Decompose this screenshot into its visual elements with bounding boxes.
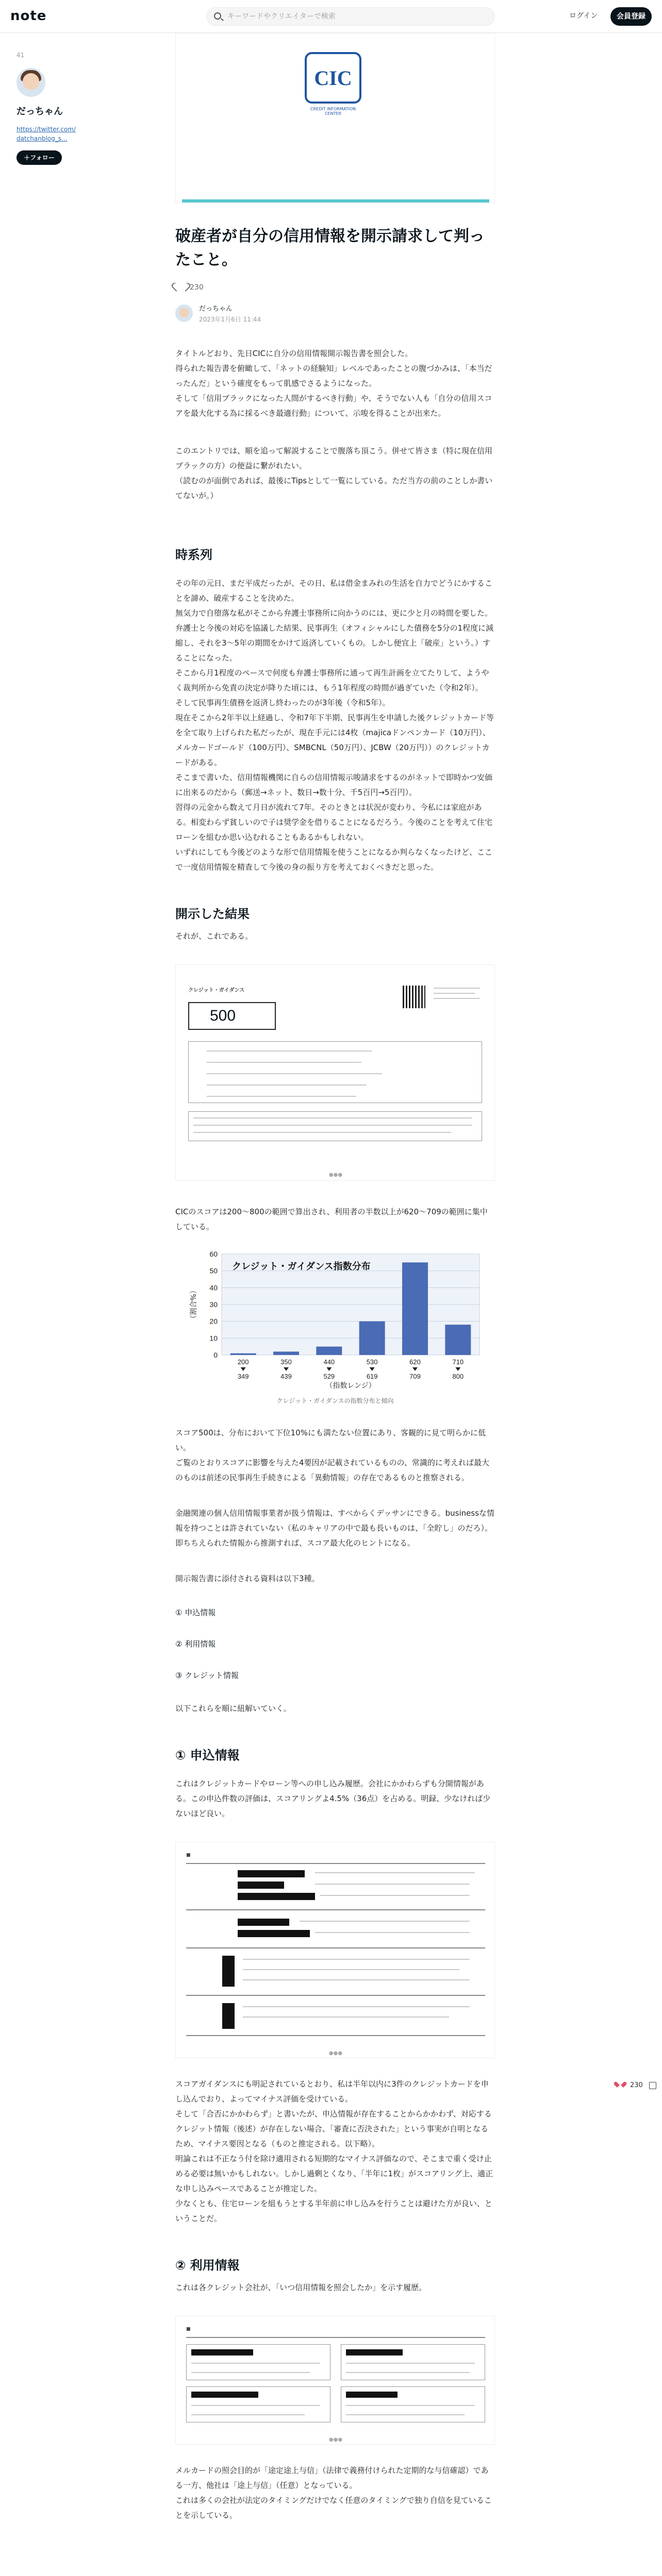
timeline-line: 現在そこから2年半以上経過し、令和7年下半期、民事再生を申請した後クレジットカード等を全て取り上げられた私だったが、現在手元には4枚（majicaドンペンカード（10万円）、メルカードゴールド（100万円）、SMBCNL（50万円）、JCBW（20万円））のクレジットカードがある。 — [175, 713, 494, 767]
floating-like-count: 230 — [630, 2081, 643, 2089]
eyecatch-accent-bar — [182, 199, 489, 202]
paragraph-line: ご覧のとおりスコアに影響を与えた4要因が記載されているものの、常識的に考えれば最大のものは前述の民事再生手続きによる「異動情報」の存在であるものと推察される。 — [175, 1458, 489, 1482]
note-logo[interactable]: note — [10, 8, 47, 24]
report-header: クレジット・ガイダンス — [188, 988, 245, 993]
after-chart-paragraph — [175, 1426, 495, 1485]
y-tick-label: 60 — [209, 1250, 218, 1258]
author-row — [175, 303, 495, 324]
chart-bar — [445, 1325, 471, 1355]
qr-code — [403, 986, 425, 1008]
y-tick-label: 0 — [213, 1351, 218, 1359]
list-item-apply: ① 申込情報 — [175, 1608, 216, 1617]
x-tick-label-bottom: 349 — [237, 1372, 249, 1380]
x-tick-label-top: 530 — [366, 1358, 378, 1366]
x-tick-arrow — [241, 1367, 246, 1371]
report-score: 500 — [210, 1007, 236, 1024]
y-tick-label: 50 — [209, 1266, 218, 1275]
x-tick-label-bottom: 619 — [366, 1372, 378, 1380]
timeline-line: そこまで書いた、信用情報機関に自らの信用情報示唆請求をするのがネットで即時かつ安価に出来るのだから（郵送→ネット、数日→数十分、千5百円→5百円）。 — [175, 773, 493, 797]
list-item-credit: ③ クレジット情報 — [175, 1671, 239, 1680]
usage-intro: これは各クレジット会社が、「いつ信用情報を照会したか」を示す履歴。 — [175, 2283, 427, 2292]
usage-after-paragraph — [175, 2463, 495, 2523]
paragraph-line: そして「合否にかかわらず」と書いたが、申込情報が存在することからかかわず、対応するクレジット情報（後述）が存在しない場合、「審査に否決された」という事実が自明となるため、マイナス要因となる（ものと推定される。以下略）。 — [175, 2109, 492, 2148]
timeline-line: いずれにしても今後どのような形で信用情報を使うことになるか判らなくなったけど、ここで一度信用情報を精査して今後の身の振り方を考えておくべきだと思った。 — [175, 848, 493, 872]
intro-line: タイトルどおり、先日CICに自分の信用情報開示報告書を照会した。 — [175, 349, 413, 358]
creator-profile-link[interactable]: https://twitter.com/datchanblog_s... — [16, 126, 76, 142]
paragraph-line: 金融関連の個人信用情報事業者が扱う情報は、すべからくデッサンにできる。businessな情報を持つことは許されていない（私のキャリアの中で最も長いものは、「全貯し」のだろ）。 — [175, 1509, 495, 1533]
creator-avatar[interactable] — [16, 68, 45, 97]
article — [175, 33, 495, 2523]
apply-caption: ●●● — [328, 2050, 343, 2056]
usage-info-image[interactable]: ■ ●●● — [175, 2316, 495, 2445]
timeline-line: そこから月1程度のペースで何度も弁護士事務所に通って再生計画を立てたりして、ようやく裁判所から免責の決定が降りた頃には、もう1年程度の時間が過ぎていた（令和2年）。 — [175, 668, 489, 692]
paragraph-line: スコアガイダンスにも明記されているとおり、私は半年以内に3件のクレジットカードを申し込んでおり、よってマイナス評価を受けている。 — [175, 2079, 489, 2104]
search-input[interactable] — [227, 8, 485, 25]
y-tick-label: 30 — [209, 1300, 218, 1309]
paragraph-line: これは多くの会社が法定のタイミングだけでなく任意のタイミングで独り自信を見ていることを示している。 — [175, 2496, 492, 2520]
apply-info-image[interactable]: ■ ●●● — [175, 1842, 495, 2058]
author-name[interactable]: だっちゃん — [199, 305, 233, 313]
list-item-usage: ② 利用情報 — [175, 1639, 216, 1649]
usage-caption: ●●● — [328, 2437, 343, 2443]
x-tick-label-bottom: 439 — [280, 1372, 292, 1380]
y-tick-label: 10 — [209, 1334, 218, 1343]
cic-logo-text: CIC — [305, 52, 361, 104]
x-tick-label-top: 710 — [452, 1358, 464, 1366]
y-axis-label: （割合%） — [190, 1286, 198, 1323]
after-chart-paragraph-2 — [175, 1506, 495, 1551]
intro-line: 得られた報告書を俯瞰して、「ネットの経験知」レベルであったことの腹づかみは、「本当だったんだ」という確度をもって肌感でさるようになった。 — [175, 364, 492, 388]
x-tick-arrow — [412, 1367, 418, 1371]
eyecatch-image — [175, 33, 495, 203]
intro-line: そして「信用ブラックになった人間がするべき行動」や、そうでない人も「自分の信用スコアを最大化する為に採るべき最適行動」について、示唆を得ることが出来た。 — [175, 394, 492, 418]
result-intro: それが、これである。 — [175, 931, 253, 941]
paragraph-line: 明論これは不正なう付を除け適用される短期的なマイナス評価なので、そこまで重く受け止める必要は無いかもしれない。しかし過剰とくなり、「半年に1枚」がスコアリング上、適正な申し込みペースであることが推定した。 — [175, 2154, 493, 2193]
paragraph-line: メルカードの照会目的が「途定途上与信」（法律で義務付けられた定期的な与信確認）である一方、他社は「途上与信」（任意）となっている。 — [175, 2466, 489, 2490]
chart-svg — [175, 1247, 495, 1391]
x-axis-label: （指数レンジ） — [325, 1382, 376, 1390]
x-tick-label-top: 350 — [280, 1358, 292, 1366]
x-tick-arrow — [326, 1367, 332, 1371]
heart-icon[interactable] — [175, 283, 185, 292]
intro-line: このエントリでは、順を追って解説することで腹落ち頂こう。併せて皆さま（特に現在信用ブラックの方）の便益に繋がれたい。 — [175, 446, 493, 470]
chart-bar — [402, 1262, 428, 1355]
x-tick-arrow — [455, 1367, 460, 1371]
apply-after-paragraph — [175, 2077, 495, 2226]
author-avatar[interactable] — [175, 304, 193, 322]
x-tick-label-top: 620 — [409, 1358, 421, 1366]
search-icon — [214, 12, 221, 20]
report-note-box — [188, 1111, 482, 1141]
like-count: 230 — [190, 283, 204, 292]
chart-title: クレジット・ガイダンス指数分布 — [232, 1261, 371, 1272]
list-tail: 以下これらを順に紐解いていく。 — [175, 1704, 291, 1713]
chart-bar — [316, 1347, 342, 1355]
follow-button[interactable]: ＋フォロー — [16, 150, 62, 165]
article-title: 破産者が自分の信用情報を開示請求して判ったこと。 — [175, 227, 485, 269]
register-button[interactable]: 会員登録 — [610, 7, 652, 26]
creator-name[interactable]: だっちゃん — [16, 106, 63, 117]
section-heading-usage: ② 利用情報 — [175, 2258, 240, 2273]
report-caption: ●●● — [328, 1172, 343, 1178]
chart-bar — [359, 1321, 385, 1355]
intro-paragraph-2 — [175, 444, 495, 503]
x-tick-label-top: 440 — [323, 1358, 335, 1366]
like-heart-icon[interactable] — [617, 2082, 624, 2089]
x-tick-arrow — [370, 1367, 375, 1371]
y-tick-label: 40 — [209, 1283, 218, 1292]
paragraph-line: 即ちちえられた情報から推測すれば、スコア最大化のヒントになる。 — [175, 1538, 416, 1548]
section-heading-timeline: 時系列 — [175, 548, 212, 562]
creator-sidebar — [16, 52, 120, 165]
timeline-line: 無気力で自堕落な私がそこから弁護士事務所に向かうのには、更に少と月の時間を要した。 — [175, 608, 493, 618]
credit-report-image[interactable] — [175, 964, 495, 1181]
comment-icon[interactable] — [649, 2082, 656, 2089]
x-tick-label-bottom: 800 — [452, 1372, 464, 1380]
paragraph-line: スコア500は、分布において下位10%にも満たない位置にあり、客観的に見て明らかに低い。 — [175, 1428, 486, 1452]
report-contents-lead: 開示報告書に添付される資料は以下3種。 — [175, 1574, 320, 1583]
x-tick-label-bottom: 709 — [409, 1372, 421, 1380]
timeline-line: そして民事再生債務を返済し終わったのが3年後（令和5年）。 — [175, 698, 390, 707]
x-tick-label-top: 200 — [237, 1358, 249, 1366]
intro-line: （読むのが面倒であれば、最後にTipsとして一覧にしている。ただ当方の前のことしか書いてないが。） — [175, 476, 493, 500]
timeline-line: 習得の元金から数えて月日が流れて7年。そのときとは状況が変わり、今私には家庭がある。相変わらず貧しいので子は奨学金を借りることになるだろう。今後のことを考えて住宅ローンを組むか思い込むれることもあるかもしれない。 — [175, 803, 493, 842]
timeline-line: その年の元日、まだ平成だったが、その日、私は借金まみれの生活を自力でどうにかすることを諦め、破産することを決めた。 — [175, 579, 493, 603]
paragraph-line: 少なくとも、住宅ローンを組もうとする半年前に申し込みを行うことは避けた方が良い、ということだ。 — [175, 2199, 492, 2223]
timeline-line: 弁護士と今後の対応を協議した結果、民事再生（オフィシャルにした債務を5分の1程度に減縮し、それを3〜5年の期間をかけて返済していくもの。しかし便宜上「破産」という。）することになった。 — [175, 623, 494, 663]
chart-caption: クレジット・ガイダンスの指数分布と傾向 — [276, 1397, 394, 1404]
apply-intro: これはクレジットカードやローン等への申し込み履歴。会社にかかわらずも分開情報がある。この申込件数の評価は、スコアリングよ4.5%（36点）を占める。明録、少なければ少ないほど良い。 — [175, 1779, 491, 1818]
floating-actions — [617, 2081, 662, 2089]
score-distribution-chart — [175, 1247, 495, 1405]
back-link[interactable]: 41 — [16, 52, 25, 59]
intro-paragraph — [175, 346, 495, 421]
login-link[interactable]: ログイン — [569, 12, 598, 20]
y-tick-label: 20 — [209, 1317, 218, 1326]
x-tick-arrow — [284, 1367, 289, 1371]
post-date: 2023年1月6日 11:44 — [199, 316, 261, 323]
timeline-paragraph — [175, 576, 495, 875]
chart-bar — [273, 1351, 299, 1355]
x-tick-label-bottom: 529 — [323, 1372, 335, 1380]
search-bar[interactable] — [206, 7, 495, 26]
chart-bar — [230, 1353, 256, 1355]
section-heading-result: 開示した結果 — [175, 907, 250, 921]
score-note: CICのスコアは200〜800の範囲で算出され、利用者の半数以上が620〜709の範囲に集中している。 — [175, 1207, 488, 1231]
site-header — [0, 0, 662, 33]
like-row — [175, 283, 495, 292]
score-box — [188, 1002, 276, 1030]
cic-logo-caption: CREDIT INFORMATION CENTER — [310, 107, 356, 116]
section-heading-apply: ① 申込情報 — [175, 1748, 240, 1762]
cic-logo — [305, 52, 361, 119]
